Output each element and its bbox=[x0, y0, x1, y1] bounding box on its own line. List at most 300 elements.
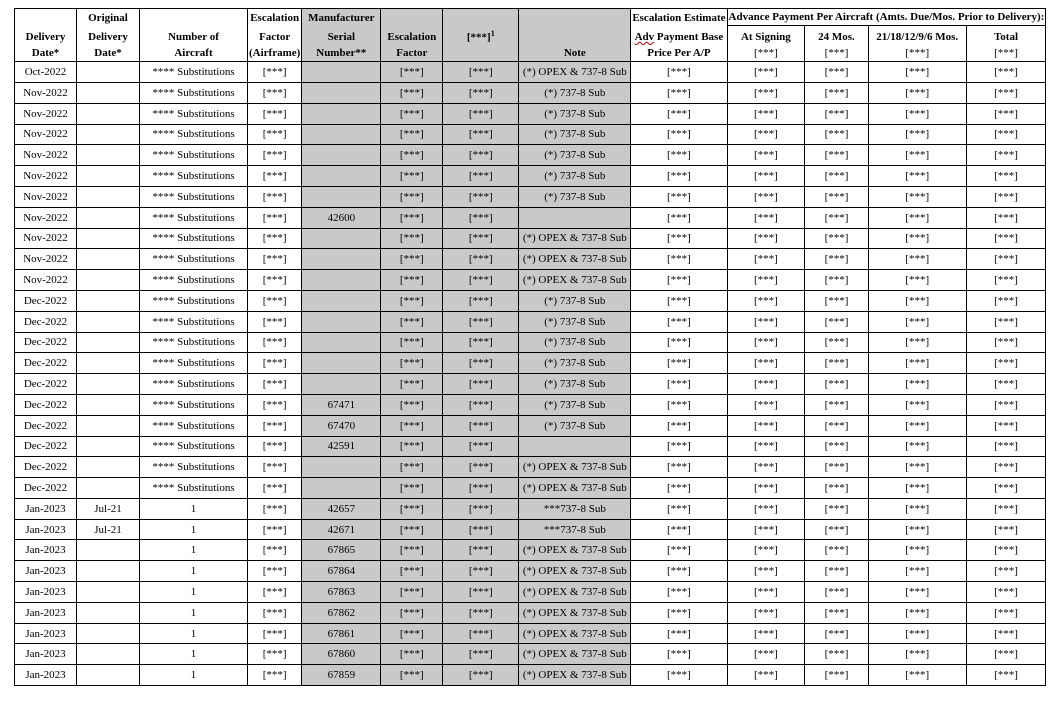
escalation-estimate-cell: [***] bbox=[631, 290, 727, 311]
escalation-factor-cell: [***] bbox=[381, 186, 443, 207]
redacted-cell: [***] bbox=[443, 353, 519, 374]
note-cell: ***737-8 Sub bbox=[519, 519, 631, 540]
mos-24-cell: [***] bbox=[805, 644, 869, 665]
header-manufacturer-serial-3: Number** bbox=[302, 45, 381, 62]
at-signing-cell: [***] bbox=[727, 644, 805, 665]
note-cell: (*) OPEX & 737-8 Sub bbox=[519, 249, 631, 270]
redacted-cell: [***] bbox=[443, 62, 519, 83]
manufacturer-serial-cell bbox=[302, 457, 381, 478]
delivery-date-cell: Nov-2022 bbox=[15, 186, 77, 207]
header-delivery-date-3: Date* bbox=[15, 45, 77, 62]
manufacturer-serial-cell bbox=[302, 374, 381, 395]
redacted-cell: [***] bbox=[443, 124, 519, 145]
redacted-cell: [***] bbox=[443, 540, 519, 561]
multi-mos-cell: [***] bbox=[868, 62, 966, 83]
delivery-date-cell: Jan-2023 bbox=[15, 602, 77, 623]
header-escalation-estimate-1: Escalation Estimate bbox=[631, 9, 727, 26]
at-signing-cell: [***] bbox=[727, 665, 805, 686]
multi-mos-cell: [***] bbox=[868, 540, 966, 561]
original-delivery-cell bbox=[77, 561, 140, 582]
delivery-date-cell: Dec-2022 bbox=[15, 394, 77, 415]
escalation-factor-cell: [***] bbox=[381, 540, 443, 561]
header-at-signing: At Signing bbox=[727, 26, 805, 46]
delivery-date-cell: Nov-2022 bbox=[15, 270, 77, 291]
delivery-date-cell: Nov-2022 bbox=[15, 166, 77, 187]
number-of-aircraft-cell: **** Substitutions bbox=[140, 62, 248, 83]
mos-24-cell: [***] bbox=[805, 228, 869, 249]
total-cell: [***] bbox=[966, 249, 1046, 270]
note-cell: (*) OPEX & 737-8 Sub bbox=[519, 457, 631, 478]
escalation-factor-cell: [***] bbox=[381, 290, 443, 311]
table-row bbox=[15, 415, 1046, 436]
mos-24-cell: [***] bbox=[805, 519, 869, 540]
escalation-factor-airframe-cell: [***] bbox=[248, 374, 302, 395]
mos-24-cell: [***] bbox=[805, 332, 869, 353]
header-escalation-factor-airframe-3: (Airframe) bbox=[248, 45, 302, 62]
total-cell: [***] bbox=[966, 228, 1046, 249]
manufacturer-serial-cell: 42591 bbox=[302, 436, 381, 457]
header-redacted-label: [***] bbox=[466, 31, 491, 44]
original-delivery-cell bbox=[77, 186, 140, 207]
escalation-estimate-cell: [***] bbox=[631, 561, 727, 582]
escalation-factor-airframe-cell: [***] bbox=[248, 644, 302, 665]
delivery-date-cell: Dec-2022 bbox=[15, 457, 77, 478]
multi-mos-cell: [***] bbox=[868, 519, 966, 540]
escalation-estimate-cell: [***] bbox=[631, 62, 727, 83]
header-delivery-date-1 bbox=[15, 9, 77, 26]
table-row bbox=[15, 498, 1046, 519]
escalation-factor-airframe-cell: [***] bbox=[248, 582, 302, 603]
table-body bbox=[15, 62, 1046, 686]
at-signing-cell: [***] bbox=[727, 623, 805, 644]
redacted-cell: [***] bbox=[443, 228, 519, 249]
escalation-factor-airframe-cell: [***] bbox=[248, 353, 302, 374]
header-total-sub: [***] bbox=[966, 45, 1046, 62]
original-delivery-cell bbox=[77, 311, 140, 332]
header-original-delivery-3: Date* bbox=[77, 45, 140, 62]
note-cell: (*) 737-8 Sub bbox=[519, 82, 631, 103]
original-delivery-cell bbox=[77, 62, 140, 83]
total-cell: [***] bbox=[966, 62, 1046, 83]
multi-mos-cell: [***] bbox=[868, 415, 966, 436]
mos-24-cell: [***] bbox=[805, 478, 869, 499]
escalation-estimate-cell: [***] bbox=[631, 394, 727, 415]
header-note-top bbox=[519, 9, 631, 26]
at-signing-cell: [***] bbox=[727, 290, 805, 311]
original-delivery-cell bbox=[77, 124, 140, 145]
escalation-factor-cell: [***] bbox=[381, 644, 443, 665]
header-total: Total bbox=[966, 26, 1046, 46]
escalation-estimate-cell: [***] bbox=[631, 436, 727, 457]
escalation-estimate-cell: [***] bbox=[631, 249, 727, 270]
multi-mos-cell: [***] bbox=[868, 478, 966, 499]
number-of-aircraft-cell: **** Substitutions bbox=[140, 394, 248, 415]
manufacturer-serial-cell bbox=[302, 186, 381, 207]
redacted-cell: [***] bbox=[443, 186, 519, 207]
escalation-factor-airframe-cell: [***] bbox=[248, 602, 302, 623]
delivery-date-cell: Nov-2022 bbox=[15, 124, 77, 145]
at-signing-cell: [***] bbox=[727, 353, 805, 374]
original-delivery-cell bbox=[77, 207, 140, 228]
escalation-factor-cell: [***] bbox=[381, 145, 443, 166]
table-row bbox=[15, 270, 1046, 291]
delivery-date-cell: Dec-2022 bbox=[15, 332, 77, 353]
multi-mos-cell: [***] bbox=[868, 249, 966, 270]
delivery-date-cell: Dec-2022 bbox=[15, 415, 77, 436]
manufacturer-serial-cell bbox=[302, 228, 381, 249]
number-of-aircraft-cell: 1 bbox=[140, 519, 248, 540]
redacted-cell: [***] bbox=[443, 145, 519, 166]
redacted-cell: [***] bbox=[443, 290, 519, 311]
manufacturer-serial-cell bbox=[302, 249, 381, 270]
number-of-aircraft-cell: **** Substitutions bbox=[140, 353, 248, 374]
manufacturer-serial-cell bbox=[302, 145, 381, 166]
redacted-cell: [***] bbox=[443, 602, 519, 623]
header-escalation-factor-2: Escalation bbox=[381, 26, 443, 46]
multi-mos-cell: [***] bbox=[868, 665, 966, 686]
table-row bbox=[15, 436, 1046, 457]
manufacturer-serial-cell bbox=[302, 311, 381, 332]
table-row bbox=[15, 332, 1046, 353]
number-of-aircraft-cell: 1 bbox=[140, 602, 248, 623]
multi-mos-cell: [***] bbox=[868, 561, 966, 582]
escalation-factor-airframe-cell: [***] bbox=[248, 540, 302, 561]
manufacturer-serial-cell: 67471 bbox=[302, 394, 381, 415]
escalation-factor-cell: [***] bbox=[381, 332, 443, 353]
escalation-estimate-cell: [***] bbox=[631, 415, 727, 436]
escalation-factor-cell: [***] bbox=[381, 228, 443, 249]
redacted-cell: [***] bbox=[443, 311, 519, 332]
header-number-of-aircraft-3: Aircraft bbox=[140, 45, 248, 62]
mos-24-cell: [***] bbox=[805, 457, 869, 478]
multi-mos-cell: [***] bbox=[868, 186, 966, 207]
escalation-factor-airframe-cell: [***] bbox=[248, 311, 302, 332]
manufacturer-serial-cell bbox=[302, 270, 381, 291]
original-delivery-cell bbox=[77, 82, 140, 103]
header-redacted-col-bottom bbox=[443, 45, 519, 62]
delivery-date-cell: Jan-2023 bbox=[15, 582, 77, 603]
header-note-mid bbox=[519, 26, 631, 46]
escalation-factor-cell: [***] bbox=[381, 415, 443, 436]
note-cell: (*) 737-8 Sub bbox=[519, 374, 631, 395]
total-cell: [***] bbox=[966, 353, 1046, 374]
escalation-factor-cell: [***] bbox=[381, 311, 443, 332]
note-cell bbox=[519, 207, 631, 228]
header-escalation-estimate-2 bbox=[631, 26, 727, 46]
redacted-cell: [***] bbox=[443, 270, 519, 291]
note-cell bbox=[519, 436, 631, 457]
total-cell: [***] bbox=[966, 415, 1046, 436]
at-signing-cell: [***] bbox=[727, 332, 805, 353]
header-original-delivery-1: Original bbox=[77, 9, 140, 26]
at-signing-cell: [***] bbox=[727, 186, 805, 207]
number-of-aircraft-cell: **** Substitutions bbox=[140, 145, 248, 166]
escalation-factor-cell: [***] bbox=[381, 602, 443, 623]
escalation-factor-airframe-cell: [***] bbox=[248, 228, 302, 249]
header-escalation-factor-3: Factor bbox=[381, 45, 443, 62]
mos-24-cell: [***] bbox=[805, 290, 869, 311]
escalation-factor-airframe-cell: [***] bbox=[248, 207, 302, 228]
total-cell: [***] bbox=[966, 270, 1046, 291]
escalation-factor-airframe-cell: [***] bbox=[248, 290, 302, 311]
escalation-factor-airframe-cell: [***] bbox=[248, 145, 302, 166]
mos-24-cell: [***] bbox=[805, 311, 869, 332]
multi-mos-cell: [***] bbox=[868, 270, 966, 291]
note-cell: (*) 737-8 Sub bbox=[519, 145, 631, 166]
number-of-aircraft-cell: **** Substitutions bbox=[140, 311, 248, 332]
escalation-factor-airframe-cell: [***] bbox=[248, 498, 302, 519]
header-number-of-aircraft-2: Number of bbox=[140, 26, 248, 46]
redacted-cell: [***] bbox=[443, 374, 519, 395]
table-row bbox=[15, 290, 1046, 311]
multi-mos-cell: [***] bbox=[868, 332, 966, 353]
at-signing-cell: [***] bbox=[727, 519, 805, 540]
mos-24-cell: [***] bbox=[805, 394, 869, 415]
escalation-estimate-cell: [***] bbox=[631, 457, 727, 478]
table-row bbox=[15, 457, 1046, 478]
multi-mos-cell: [***] bbox=[868, 311, 966, 332]
total-cell: [***] bbox=[966, 124, 1046, 145]
escalation-factor-cell: [***] bbox=[381, 436, 443, 457]
redacted-cell: [***] bbox=[443, 415, 519, 436]
header-delivery-date-2: Delivery bbox=[15, 26, 77, 46]
original-delivery-cell bbox=[77, 270, 140, 291]
multi-mos-cell: [***] bbox=[868, 582, 966, 603]
delivery-date-cell: Nov-2022 bbox=[15, 228, 77, 249]
escalation-estimate-cell: [***] bbox=[631, 623, 727, 644]
multi-mos-cell: [***] bbox=[868, 644, 966, 665]
original-delivery-cell bbox=[77, 582, 140, 603]
manufacturer-serial-cell: 67863 bbox=[302, 582, 381, 603]
escalation-factor-airframe-cell: [***] bbox=[248, 62, 302, 83]
number-of-aircraft-cell: **** Substitutions bbox=[140, 186, 248, 207]
header-redacted-col bbox=[443, 26, 519, 46]
note-cell: (*) OPEX & 737-8 Sub bbox=[519, 62, 631, 83]
escalation-estimate-cell: [***] bbox=[631, 166, 727, 187]
manufacturer-serial-cell bbox=[302, 62, 381, 83]
mos-24-cell: [***] bbox=[805, 186, 869, 207]
multi-mos-cell: [***] bbox=[868, 207, 966, 228]
mos-24-cell: [***] bbox=[805, 270, 869, 291]
multi-mos-cell: [***] bbox=[868, 436, 966, 457]
delivery-date-cell: Nov-2022 bbox=[15, 145, 77, 166]
table-row bbox=[15, 62, 1046, 83]
at-signing-cell: [***] bbox=[727, 498, 805, 519]
original-delivery-cell: Jul-21 bbox=[77, 519, 140, 540]
original-delivery-cell bbox=[77, 540, 140, 561]
number-of-aircraft-cell: **** Substitutions bbox=[140, 478, 248, 499]
escalation-factor-cell: [***] bbox=[381, 478, 443, 499]
table-row bbox=[15, 374, 1046, 395]
escalation-estimate-cell: [***] bbox=[631, 665, 727, 686]
number-of-aircraft-cell: 1 bbox=[140, 644, 248, 665]
escalation-estimate-cell: [***] bbox=[631, 103, 727, 124]
escalation-estimate-cell: [***] bbox=[631, 644, 727, 665]
escalation-estimate-cell: [***] bbox=[631, 270, 727, 291]
note-cell: (*) OPEX & 737-8 Sub bbox=[519, 602, 631, 623]
manufacturer-serial-cell: 67865 bbox=[302, 540, 381, 561]
header-24-mos: 24 Mos. bbox=[805, 26, 869, 46]
redacted-cell: [***] bbox=[443, 207, 519, 228]
manufacturer-serial-cell bbox=[302, 353, 381, 374]
total-cell: [***] bbox=[966, 82, 1046, 103]
header-escalation-estimate-3: Price Per A/P bbox=[631, 45, 727, 62]
table-row bbox=[15, 186, 1046, 207]
number-of-aircraft-cell: **** Substitutions bbox=[140, 166, 248, 187]
escalation-factor-cell: [***] bbox=[381, 457, 443, 478]
escalation-factor-airframe-cell: [***] bbox=[248, 249, 302, 270]
escalation-factor-cell: [***] bbox=[381, 519, 443, 540]
total-cell: [***] bbox=[966, 582, 1046, 603]
manufacturer-serial-cell: 67862 bbox=[302, 602, 381, 623]
mos-24-cell: [***] bbox=[805, 207, 869, 228]
manufacturer-serial-cell bbox=[302, 166, 381, 187]
mos-24-cell: [***] bbox=[805, 665, 869, 686]
header-escalation-factor-airframe-1: Escalation bbox=[248, 9, 302, 26]
manufacturer-serial-cell bbox=[302, 103, 381, 124]
at-signing-cell: [***] bbox=[727, 207, 805, 228]
note-cell: (*) OPEX & 737-8 Sub bbox=[519, 665, 631, 686]
escalation-factor-cell: [***] bbox=[381, 270, 443, 291]
header-manufacturer-serial-2: Serial bbox=[302, 26, 381, 46]
manufacturer-serial-cell: 67859 bbox=[302, 665, 381, 686]
escalation-factor-cell: [***] bbox=[381, 62, 443, 83]
table-header bbox=[15, 9, 1046, 62]
header-escalation-factor-airframe-2: Factor bbox=[248, 26, 302, 46]
number-of-aircraft-cell: 1 bbox=[140, 665, 248, 686]
number-of-aircraft-cell: **** Substitutions bbox=[140, 228, 248, 249]
note-cell: (*) 737-8 Sub bbox=[519, 290, 631, 311]
at-signing-cell: [***] bbox=[727, 415, 805, 436]
manufacturer-serial-cell: 67861 bbox=[302, 623, 381, 644]
number-of-aircraft-cell: **** Substitutions bbox=[140, 436, 248, 457]
table-row bbox=[15, 145, 1046, 166]
escalation-estimate-cell: [***] bbox=[631, 540, 727, 561]
number-of-aircraft-cell: **** Substitutions bbox=[140, 332, 248, 353]
total-cell: [***] bbox=[966, 561, 1046, 582]
delivery-date-cell: Jan-2023 bbox=[15, 519, 77, 540]
original-delivery-cell: Jul-21 bbox=[77, 498, 140, 519]
original-delivery-cell bbox=[77, 290, 140, 311]
multi-mos-cell: [***] bbox=[868, 457, 966, 478]
original-delivery-cell bbox=[77, 332, 140, 353]
mos-24-cell: [***] bbox=[805, 166, 869, 187]
mos-24-cell: [***] bbox=[805, 561, 869, 582]
delivery-date-cell: Dec-2022 bbox=[15, 353, 77, 374]
original-delivery-cell bbox=[77, 665, 140, 686]
escalation-estimate-cell: [***] bbox=[631, 332, 727, 353]
multi-mos-cell: [***] bbox=[868, 145, 966, 166]
manufacturer-serial-cell bbox=[302, 82, 381, 103]
table-row bbox=[15, 353, 1046, 374]
escalation-factor-airframe-cell: [***] bbox=[248, 457, 302, 478]
delivery-date-cell: Nov-2022 bbox=[15, 103, 77, 124]
multi-mos-cell: [***] bbox=[868, 374, 966, 395]
header-redacted-col-top bbox=[443, 9, 519, 26]
note-cell: (*) 737-8 Sub bbox=[519, 415, 631, 436]
table-row bbox=[15, 103, 1046, 124]
redacted-cell: [***] bbox=[443, 457, 519, 478]
table-row bbox=[15, 602, 1046, 623]
multi-mos-cell: [***] bbox=[868, 498, 966, 519]
escalation-factor-airframe-cell: [***] bbox=[248, 436, 302, 457]
original-delivery-cell bbox=[77, 374, 140, 395]
mos-24-cell: [***] bbox=[805, 82, 869, 103]
header-multi-mos: 21/18/12/9/6 Mos. bbox=[868, 26, 966, 46]
manufacturer-serial-cell: 67470 bbox=[302, 415, 381, 436]
original-delivery-cell bbox=[77, 394, 140, 415]
escalation-estimate-cell: [***] bbox=[631, 582, 727, 603]
delivery-date-cell: Dec-2022 bbox=[15, 311, 77, 332]
at-signing-cell: [***] bbox=[727, 228, 805, 249]
table-row bbox=[15, 540, 1046, 561]
total-cell: [***] bbox=[966, 103, 1046, 124]
escalation-factor-airframe-cell: [***] bbox=[248, 103, 302, 124]
original-delivery-cell bbox=[77, 415, 140, 436]
escalation-factor-cell: [***] bbox=[381, 207, 443, 228]
table-row bbox=[15, 478, 1046, 499]
escalation-factor-airframe-cell: [***] bbox=[248, 332, 302, 353]
at-signing-cell: [***] bbox=[727, 457, 805, 478]
at-signing-cell: [***] bbox=[727, 561, 805, 582]
redacted-cell: [***] bbox=[443, 478, 519, 499]
header-note: Note bbox=[519, 45, 631, 62]
multi-mos-cell: [***] bbox=[868, 290, 966, 311]
at-signing-cell: [***] bbox=[727, 311, 805, 332]
manufacturer-serial-cell bbox=[302, 332, 381, 353]
number-of-aircraft-cell: 1 bbox=[140, 623, 248, 644]
original-delivery-cell bbox=[77, 353, 140, 374]
delivery-date-cell: Nov-2022 bbox=[15, 207, 77, 228]
total-cell: [***] bbox=[966, 332, 1046, 353]
table-row bbox=[15, 311, 1046, 332]
escalation-factor-cell: [***] bbox=[381, 82, 443, 103]
original-delivery-cell bbox=[77, 228, 140, 249]
delivery-date-cell: Jan-2023 bbox=[15, 644, 77, 665]
delivery-date-cell: Dec-2022 bbox=[15, 374, 77, 395]
note-cell: ***737-8 Sub bbox=[519, 498, 631, 519]
at-signing-cell: [***] bbox=[727, 145, 805, 166]
original-delivery-cell bbox=[77, 166, 140, 187]
mos-24-cell: [***] bbox=[805, 374, 869, 395]
total-cell: [***] bbox=[966, 166, 1046, 187]
mos-24-cell: [***] bbox=[805, 62, 869, 83]
header-advance-payment-group: Advance Payment Per Aircraft (Amts. Due/Mos. Prior to Delivery): bbox=[727, 9, 1046, 26]
number-of-aircraft-cell: 1 bbox=[140, 582, 248, 603]
escalation-estimate-cell: [***] bbox=[631, 186, 727, 207]
escalation-factor-airframe-cell: [***] bbox=[248, 519, 302, 540]
at-signing-cell: [***] bbox=[727, 602, 805, 623]
escalation-estimate-cell: [***] bbox=[631, 145, 727, 166]
header-manufacturer-serial-1: Manufacturer bbox=[302, 9, 381, 26]
table-row bbox=[15, 394, 1046, 415]
redacted-cell: [***] bbox=[443, 436, 519, 457]
escalation-factor-cell: [***] bbox=[381, 124, 443, 145]
total-cell: [***] bbox=[966, 602, 1046, 623]
at-signing-cell: [***] bbox=[727, 103, 805, 124]
escalation-factor-airframe-cell: [***] bbox=[248, 82, 302, 103]
mos-24-cell: [***] bbox=[805, 498, 869, 519]
delivery-date-cell: Jan-2023 bbox=[15, 561, 77, 582]
redacted-cell: [***] bbox=[443, 394, 519, 415]
at-signing-cell: [***] bbox=[727, 62, 805, 83]
table-row bbox=[15, 665, 1046, 686]
total-cell: [***] bbox=[966, 665, 1046, 686]
note-cell: (*) OPEX & 737-8 Sub bbox=[519, 478, 631, 499]
delivery-date-cell: Jan-2023 bbox=[15, 540, 77, 561]
delivery-date-cell: Oct-2022 bbox=[15, 62, 77, 83]
note-cell: (*) OPEX & 737-8 Sub bbox=[519, 644, 631, 665]
